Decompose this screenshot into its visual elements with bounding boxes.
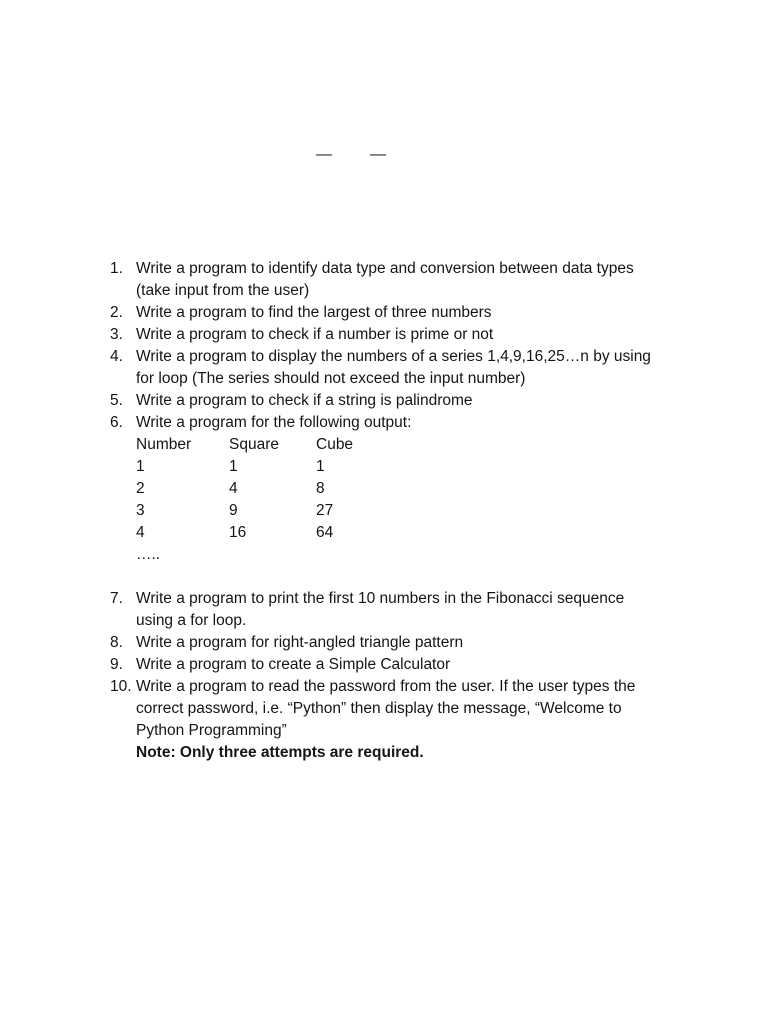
item-text-line: Write a program to create a Simple Calculator <box>136 656 451 673</box>
list-item-4 <box>100 346 690 390</box>
item-text-line: for loop (The series should not exceed the input number) <box>136 370 526 387</box>
dash-right: — <box>370 146 386 163</box>
table-header-number: Number <box>136 436 192 453</box>
item-text-line: Write a program to read the password from the user. If the user types the <box>136 678 636 695</box>
table-cell: 1 <box>229 458 238 475</box>
item-text-line: Write a program for right-angled triangle pattern <box>136 634 464 651</box>
item-number: 5. <box>110 392 123 409</box>
table-cell: 4 <box>136 524 145 541</box>
table-cell: 2 <box>136 480 145 497</box>
item-number: 4. <box>110 348 123 365</box>
item-text-line: (take input from the user) <box>136 282 310 299</box>
table-header-square: Square <box>229 436 279 453</box>
item-number: 7. <box>110 590 123 607</box>
item-number: 10. <box>110 678 132 695</box>
table-cell: 64 <box>316 524 334 541</box>
list-item-6 <box>100 412 690 588</box>
list-item-1 <box>100 258 690 302</box>
table-cell: 9 <box>229 502 238 519</box>
exercise-list <box>100 258 690 764</box>
list-item-5 <box>100 390 690 412</box>
list-item-9 <box>100 654 690 676</box>
item-text-line: Write a program for the following output: <box>136 414 412 431</box>
list-item-7 <box>100 588 690 632</box>
list-item-8 <box>100 632 690 654</box>
item-text-line: Write a program to identify data type and conversion between data types <box>136 260 634 277</box>
table-cell: 1 <box>136 458 145 475</box>
blank-line <box>136 566 690 588</box>
table-cell: 8 <box>316 480 325 497</box>
header-dashes <box>316 146 386 164</box>
table-cell: 1 <box>316 458 325 475</box>
item-text-line: using a for loop. <box>136 612 247 629</box>
dash-left: — <box>316 146 332 163</box>
list-item-2 <box>100 302 690 324</box>
note-text: Note: Only three attempts are required. <box>136 744 424 761</box>
item-text-line: Write a program to display the numbers of a series 1,4,9,16,25…n by using <box>136 348 651 365</box>
table-ellipsis: ….. <box>136 546 161 563</box>
item-text-line: Write a program to find the largest of three numbers <box>136 304 492 321</box>
list-item-10 <box>100 676 690 764</box>
item-number: 6. <box>110 414 123 431</box>
item-text-line: Python Programming” <box>136 722 287 739</box>
table-cell: 4 <box>229 480 238 497</box>
item-number: 9. <box>110 656 123 673</box>
output-table <box>136 434 690 544</box>
item-text-line: correct password, i.e. “Python” then display the message, “Welcome to <box>136 700 622 717</box>
table-header-cube: Cube <box>316 436 354 453</box>
item-number: 3. <box>110 326 123 343</box>
item-text-line: Write a program to print the first 10 numbers in the Fibonacci sequence <box>136 590 625 607</box>
table-cell: 16 <box>229 524 247 541</box>
table-cell: 3 <box>136 502 145 519</box>
item-text-line: Write a program to check if a string is palindrome <box>136 392 473 409</box>
item-number: 8. <box>110 634 123 651</box>
table-cell: 27 <box>316 502 334 519</box>
item-number: 2. <box>110 304 123 321</box>
list-item-3 <box>100 324 690 346</box>
item-text-line: Write a program to check if a number is prime or not <box>136 326 494 343</box>
item-number: 1. <box>110 260 123 277</box>
